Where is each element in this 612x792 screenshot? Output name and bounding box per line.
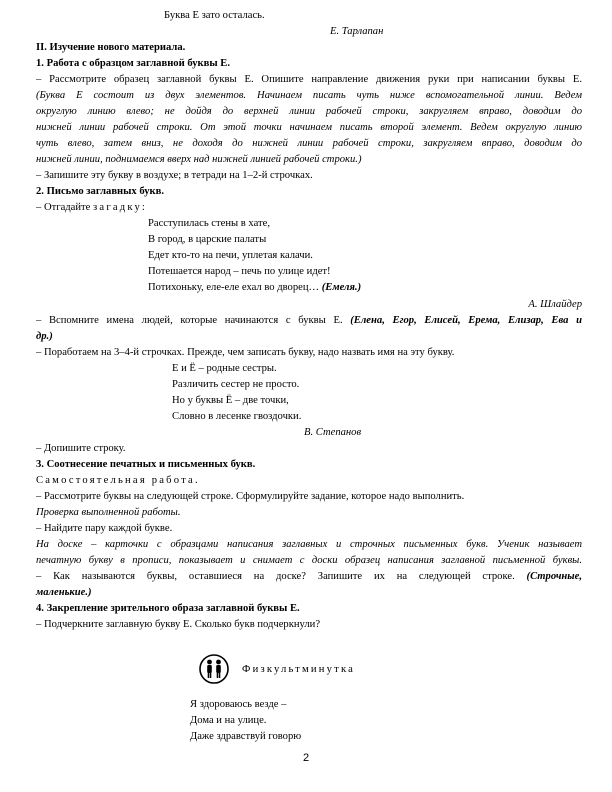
question-answer-end: маленькие.): [36, 587, 92, 598]
poem-line: Е и Ё – родные сестры.: [172, 363, 277, 374]
work-line: – Поработаем на 3–4-й строчках. Прежде, чем записать букву, надо назвать имя на эту букву.: [36, 347, 455, 358]
check-label: Проверка выполненной работы.: [36, 507, 181, 518]
question-answer: (Строчные,: [526, 571, 582, 582]
names-question-text: – Вспомните имена людей, которые начинаются с буквы Е.: [36, 315, 343, 326]
poem-author: А. Шлайдер: [528, 299, 582, 310]
self-work-label: Самостоятельная работа.: [36, 475, 200, 486]
poem-line-text: Потихоньку, еле-еле ехал во дворец…: [148, 282, 320, 293]
riddle-intro: [36, 200, 147, 216]
instruction-line: – Найдите пару каждой букве.: [36, 523, 173, 534]
poem-line: Но у буквы Ё – две точки,: [172, 395, 289, 406]
subsection-4-heading: 4. Закрепление зрительного образа заглавной буквы Е.: [36, 603, 300, 614]
section-heading: II. Изучение нового материала.: [36, 42, 186, 53]
poem-author: В. Степанов: [304, 427, 362, 438]
poem-line: Потешается народ – печь по улице идет!: [148, 266, 331, 277]
poem-line: Словно в лесенке гвоздочки.: [172, 411, 302, 422]
paragraph-line: нижней линии рабочей строки. От этой точки начинаем писать второй элемент. Ведем округлую линию: [36, 122, 582, 133]
instruction-line: – Допишите строку.: [36, 443, 126, 454]
paragraph-line: чуть влево, затем вниз, не доходя до нижней линии рабочей строки, закругляем вправо, доводим до: [36, 138, 582, 149]
two-people-icon: [199, 654, 229, 684]
poem-line: Различить сестер не просто.: [172, 379, 300, 390]
riddle-word: загадку:: [93, 202, 148, 213]
subsection-2-heading: 2. Письмо заглавных букв.: [36, 186, 165, 197]
fizminutka-title: Физкультминутка: [242, 664, 356, 675]
paragraph-line: (Буква Е состоит из двух элементов. Начинаем писать чуть ниже вспомогательной линии. Ведем: [36, 90, 582, 101]
subsection-3-heading: 3. Соотнесение печатных и письменных букв.: [36, 459, 256, 470]
poem-line: Дома и на улице.: [190, 715, 267, 726]
poem-line: Расступилась стены в хате,: [148, 218, 270, 229]
subsection-1-heading: 1. Работа с образцом заглавной буквы Е.: [36, 58, 230, 69]
poem-line: Я здороваюсь везде –: [190, 699, 287, 710]
intro-line: Буква Е зато осталась.: [164, 10, 265, 21]
poem-line: Даже здравствуй говорю: [190, 731, 302, 742]
page-number: 2: [302, 752, 310, 764]
paragraph-line: нижней линии, поднимаемся вверх над нижней линией рабочей строки.): [36, 154, 362, 165]
paragraph-line: округлую линию влево; не дойдя до верхней линии рабочей строки, закругляем вправо, доводим до: [36, 106, 582, 117]
paragraph-line: – Рассмотрите образец заглавной буквы Е. Опишите направление движения руки при написании буквы Е.: [36, 74, 582, 85]
riddle-answer: (Емеля.): [321, 282, 362, 293]
names-question: [36, 313, 582, 329]
question-line: [36, 569, 582, 585]
instruction-line: – Запишите эту букву в воздухе; в тетради на 1–2-й строчках.: [36, 170, 313, 181]
instruction-line: – Рассмотрите буквы на следующей строке. Сформулируйте задание, которое надо выполнить.: [36, 491, 465, 502]
names-answer-end: др.): [36, 331, 53, 342]
poem-line: В город, в царские палаты: [148, 234, 267, 245]
poem-line: Едет кто-то на печи, уплетая калачи.: [148, 250, 313, 261]
board-line: печатную букву в прописи, показывает и снимает с доски образец написания заглавной письменной буквы.: [36, 555, 582, 566]
question-text: – Как называются буквы, оставшиеся на доске? Запишите их на следующей строке.: [36, 571, 515, 582]
intro-author: Е. Тарлапан: [330, 26, 384, 37]
riddle-intro-text: – Отгадайте: [36, 202, 91, 213]
board-line: На доске – карточки с образцами написания заглавных и строчных письменных букв. Ученик называет: [36, 539, 582, 550]
poem-line-last: [148, 280, 361, 296]
instruction-line: – Подчеркните заглавную букву Е. Сколько букв подчеркнули?: [36, 619, 321, 630]
names-answer: (Елена, Егор, Елисей, Ерема, Елизар, Ева и: [350, 315, 582, 326]
